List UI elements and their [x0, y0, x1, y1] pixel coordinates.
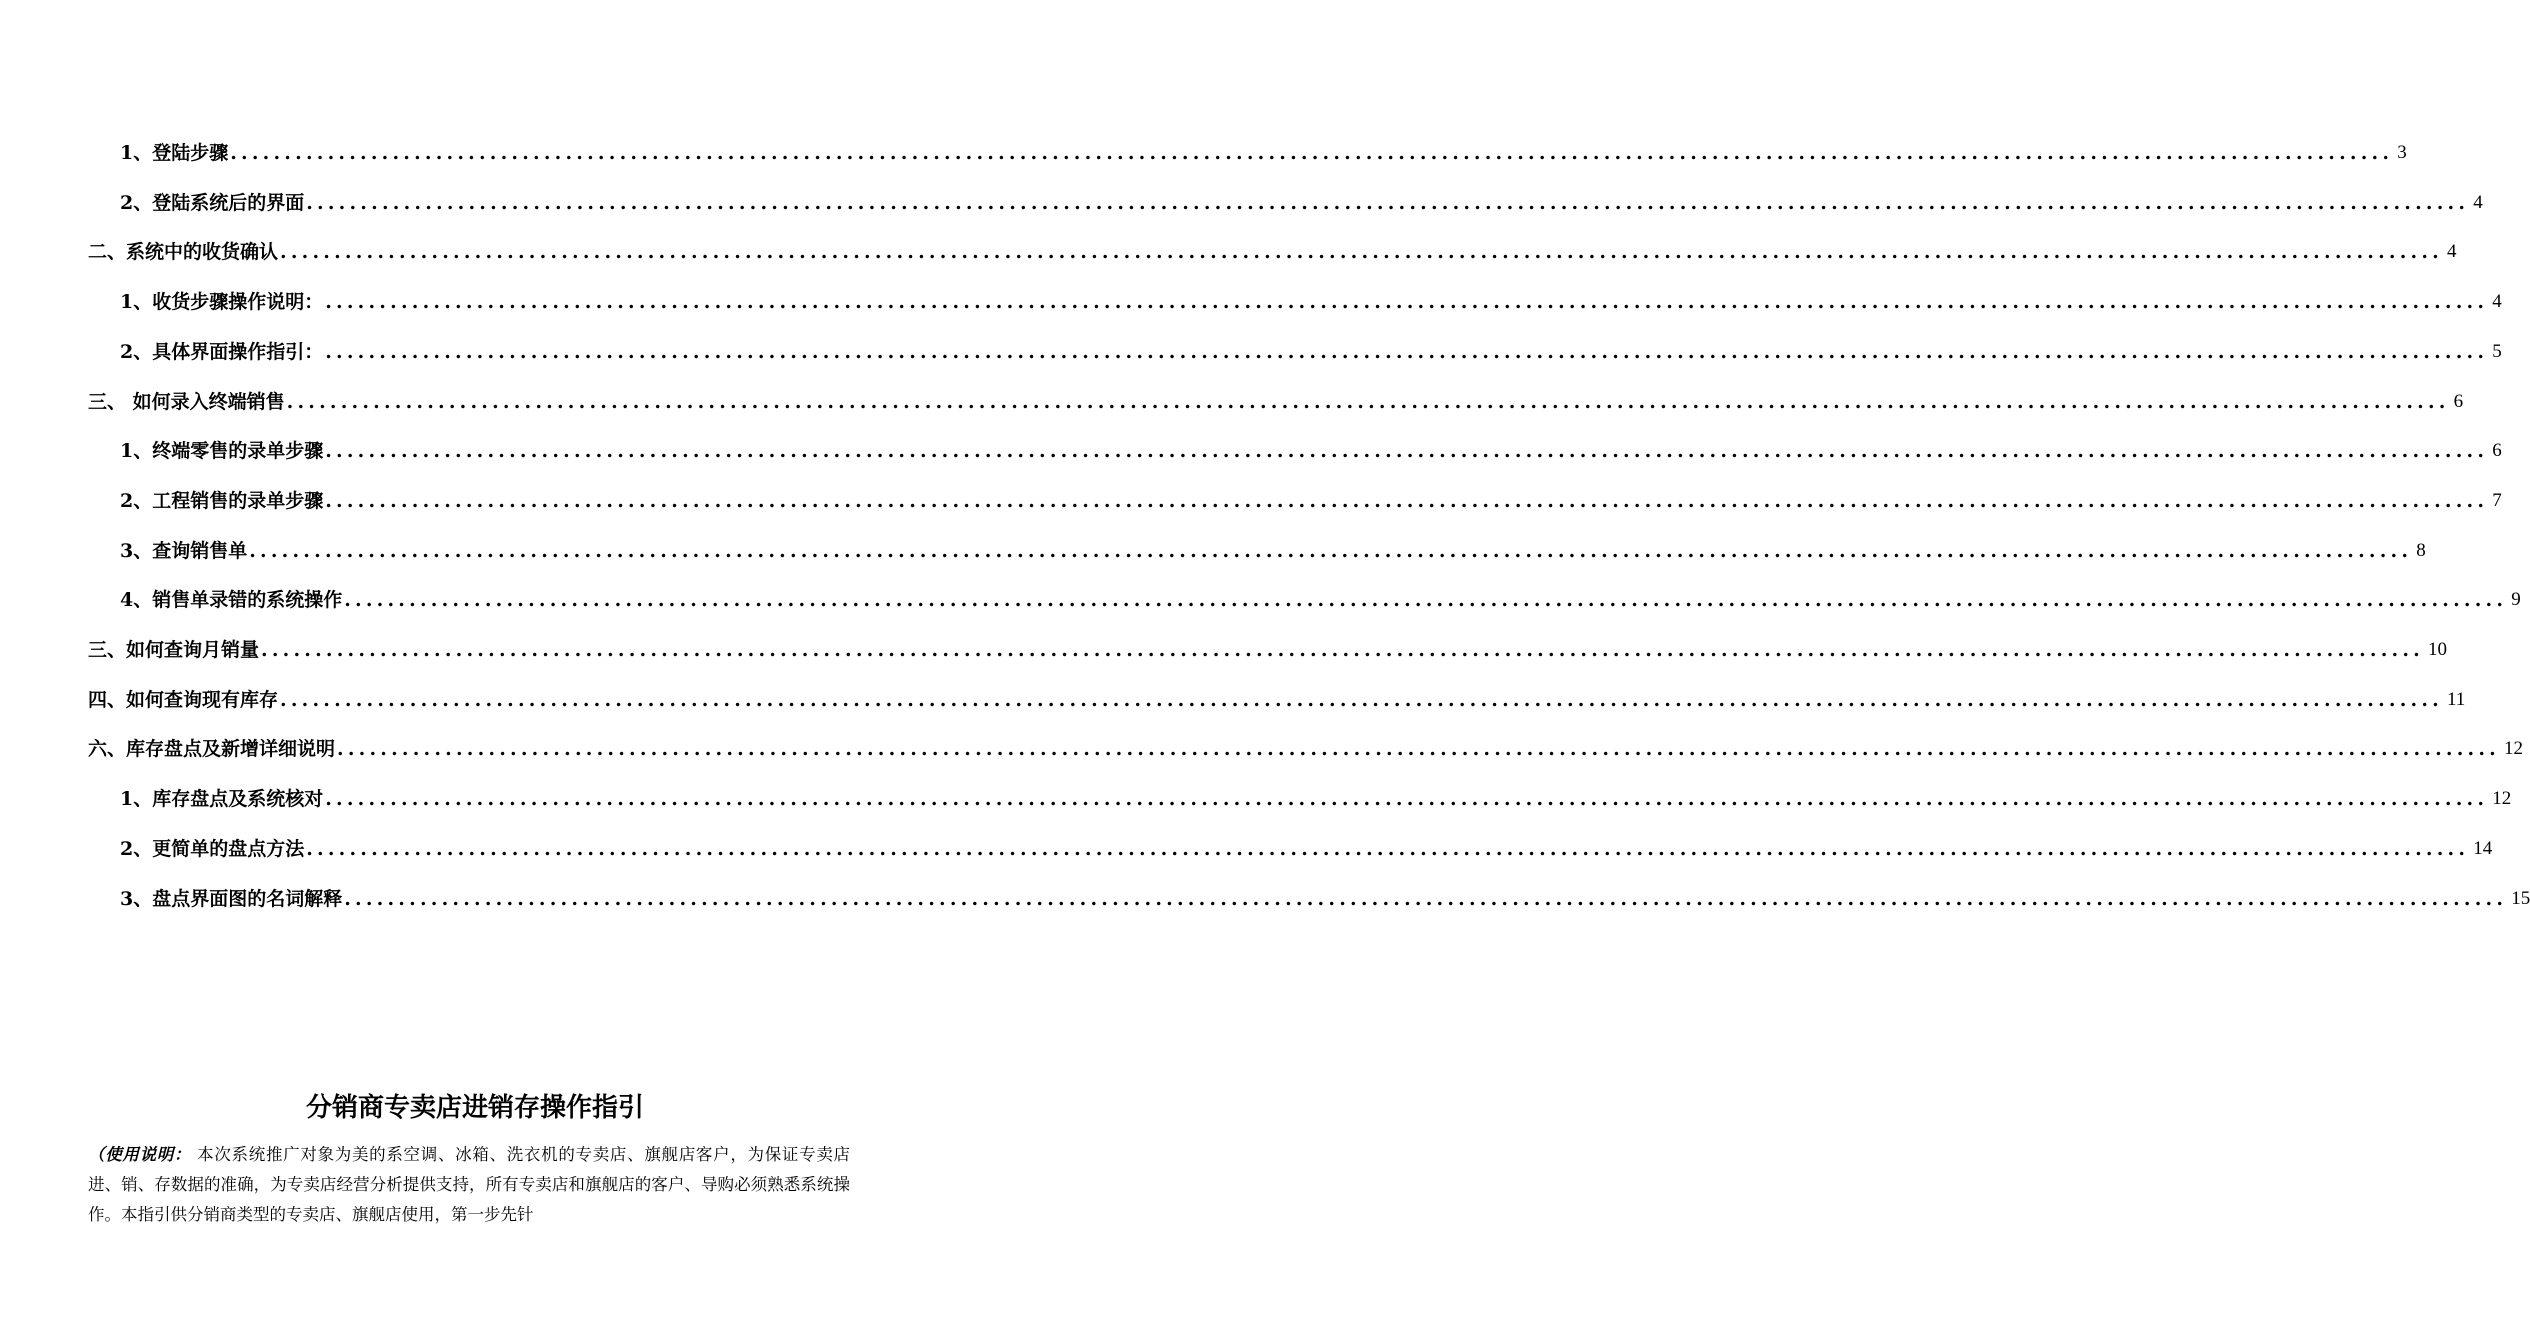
toc-entry-page-number: 14	[2473, 837, 2493, 859]
toc-entry[interactable]	[120, 829, 2493, 861]
toc-leader-dots: ........................................................................................................................................................................................................	[344, 887, 2508, 910]
toc-entry-page-number: 6	[2492, 440, 2502, 462]
toc-entry-title: 3、查询销售单	[120, 539, 248, 562]
toc-entry[interactable]	[120, 431, 2502, 463]
toc-entry[interactable]	[120, 531, 2426, 563]
toc-entry-title: 1、登陆步骤	[120, 142, 229, 164]
toc-leader-dots: ........................................................................................................................................................................................................	[325, 291, 2489, 314]
toc-entry-title: 四、如何查询现有库存	[88, 688, 279, 711]
toc-entry-title: 二、系统中的收货确认	[88, 241, 279, 264]
toc-entry-page-number: 11	[2446, 688, 2466, 710]
intro-paragraph	[88, 1140, 850, 1230]
toc-entry-page-number: 12	[2492, 788, 2512, 810]
toc-entry-title: 2、具体界面操作指引：	[120, 340, 324, 363]
toc-entry-page-number: 7	[2492, 489, 2502, 511]
toc-entry[interactable]	[120, 133, 2407, 165]
toc-entry-title: 六、库存盘点及新增详细说明	[88, 738, 336, 761]
toc-entry-title: 1、库存盘点及系统核对	[120, 788, 324, 811]
toc-entry-page-number: 12	[2503, 738, 2523, 760]
toc-entry-page-number: 10	[2427, 639, 2447, 660]
toc-entry-page-number: 3	[2397, 142, 2407, 163]
toc-leader-dots: ........................................................................................................................................................................................................	[325, 440, 2489, 463]
toc-leader-dots: ........................................................................................................................................................................................................	[344, 589, 2508, 612]
toc-leader-dots: ........................................................................................................................................................................................................	[280, 241, 2443, 264]
toc-entry[interactable]	[88, 729, 2523, 761]
toc-entry[interactable]	[88, 630, 2447, 662]
intro-label: （使用说明：	[88, 1145, 192, 1164]
toc-leader-dots: ........................................................................................................................................................................................................	[325, 788, 2489, 811]
toc-entry-page-number: 8	[2416, 539, 2426, 561]
intro-text: 本次系统推广对象为美的系空调、冰箱、洗衣机的专卖店、旗舰店客户，为保证专卖店进、销、存数据的准确，为专卖店经营分析提供支持，所有专卖店和旗舰店的客户、导购必须熟悉系统操作。本指引供分销商类型的专卖店、旗舰店使用，第一步先针	[88, 1145, 851, 1224]
toc-entry-title: 2、登陆系统后的界面	[120, 191, 305, 214]
toc-entry-page-number: 9	[2511, 589, 2521, 611]
toc-entry-page-number: 4	[2473, 191, 2483, 213]
toc-entry[interactable]	[88, 382, 2464, 414]
toc-leader-dots: ........................................................................................................................................................................................................	[337, 738, 2500, 761]
toc-leader-dots: ........................................................................................................................................................................................................	[286, 390, 2450, 413]
toc-entry[interactable]	[120, 481, 2502, 513]
toc-leader-dots: ........................................................................................................................................................................................................	[249, 539, 2413, 562]
toc-leader-dots: ........................................................................................................................................................................................................	[325, 340, 2489, 363]
toc-entry[interactable]	[120, 332, 2502, 364]
toc-entry-title: 三、如何查询月销量	[88, 639, 260, 661]
toc-entry[interactable]	[120, 282, 2502, 314]
toc-entry-page-number: 4	[2492, 291, 2502, 313]
toc-entry[interactable]	[88, 680, 2466, 712]
toc-leader-dots: ........................................................................................................................................................................................................	[306, 191, 2470, 214]
toc-entry-page-number: 15	[2511, 887, 2530, 909]
toc-entry-title: 三、 如何录入终端销售	[88, 390, 285, 413]
toc-leader-dots: ........................................................................................................................................................................................................	[325, 489, 2489, 512]
toc-entry[interactable]	[120, 183, 2483, 215]
toc-entry-title: 2、更简单的盘点方法	[120, 837, 305, 860]
toc-entry[interactable]	[120, 879, 2530, 911]
toc-leader-dots: ........................................................................................................................................................................................................	[306, 837, 2470, 860]
document-title: 分销商专卖店进销存操作指引	[305, 1093, 644, 1123]
toc-entry[interactable]	[120, 580, 2521, 612]
toc-entry-page-number: 5	[2492, 340, 2502, 362]
toc-leader-dots: ........................................................................................................................................................................................................	[230, 142, 2394, 164]
toc-leader-dots: ........................................................................................................................................................................................................	[261, 639, 2424, 661]
toc-entry-page-number: 4	[2446, 241, 2457, 263]
toc-entry-title: 4、销售单录错的系统操作	[120, 589, 343, 612]
toc-entry-title: 2、工程销售的录单步骤	[120, 489, 324, 512]
toc-entry[interactable]	[88, 232, 2457, 264]
toc-entry-title: 3、盘点界面图的名词解释	[120, 887, 343, 910]
toc-entry-title: 1、收货步骤操作说明：	[120, 291, 324, 314]
toc-entry[interactable]	[120, 779, 2512, 811]
toc-leader-dots: ........................................................................................................................................................................................................	[280, 688, 2443, 711]
toc-entry-title: 1、终端零售的录单步骤	[120, 440, 324, 463]
toc-entry-page-number: 6	[2453, 390, 2464, 412]
